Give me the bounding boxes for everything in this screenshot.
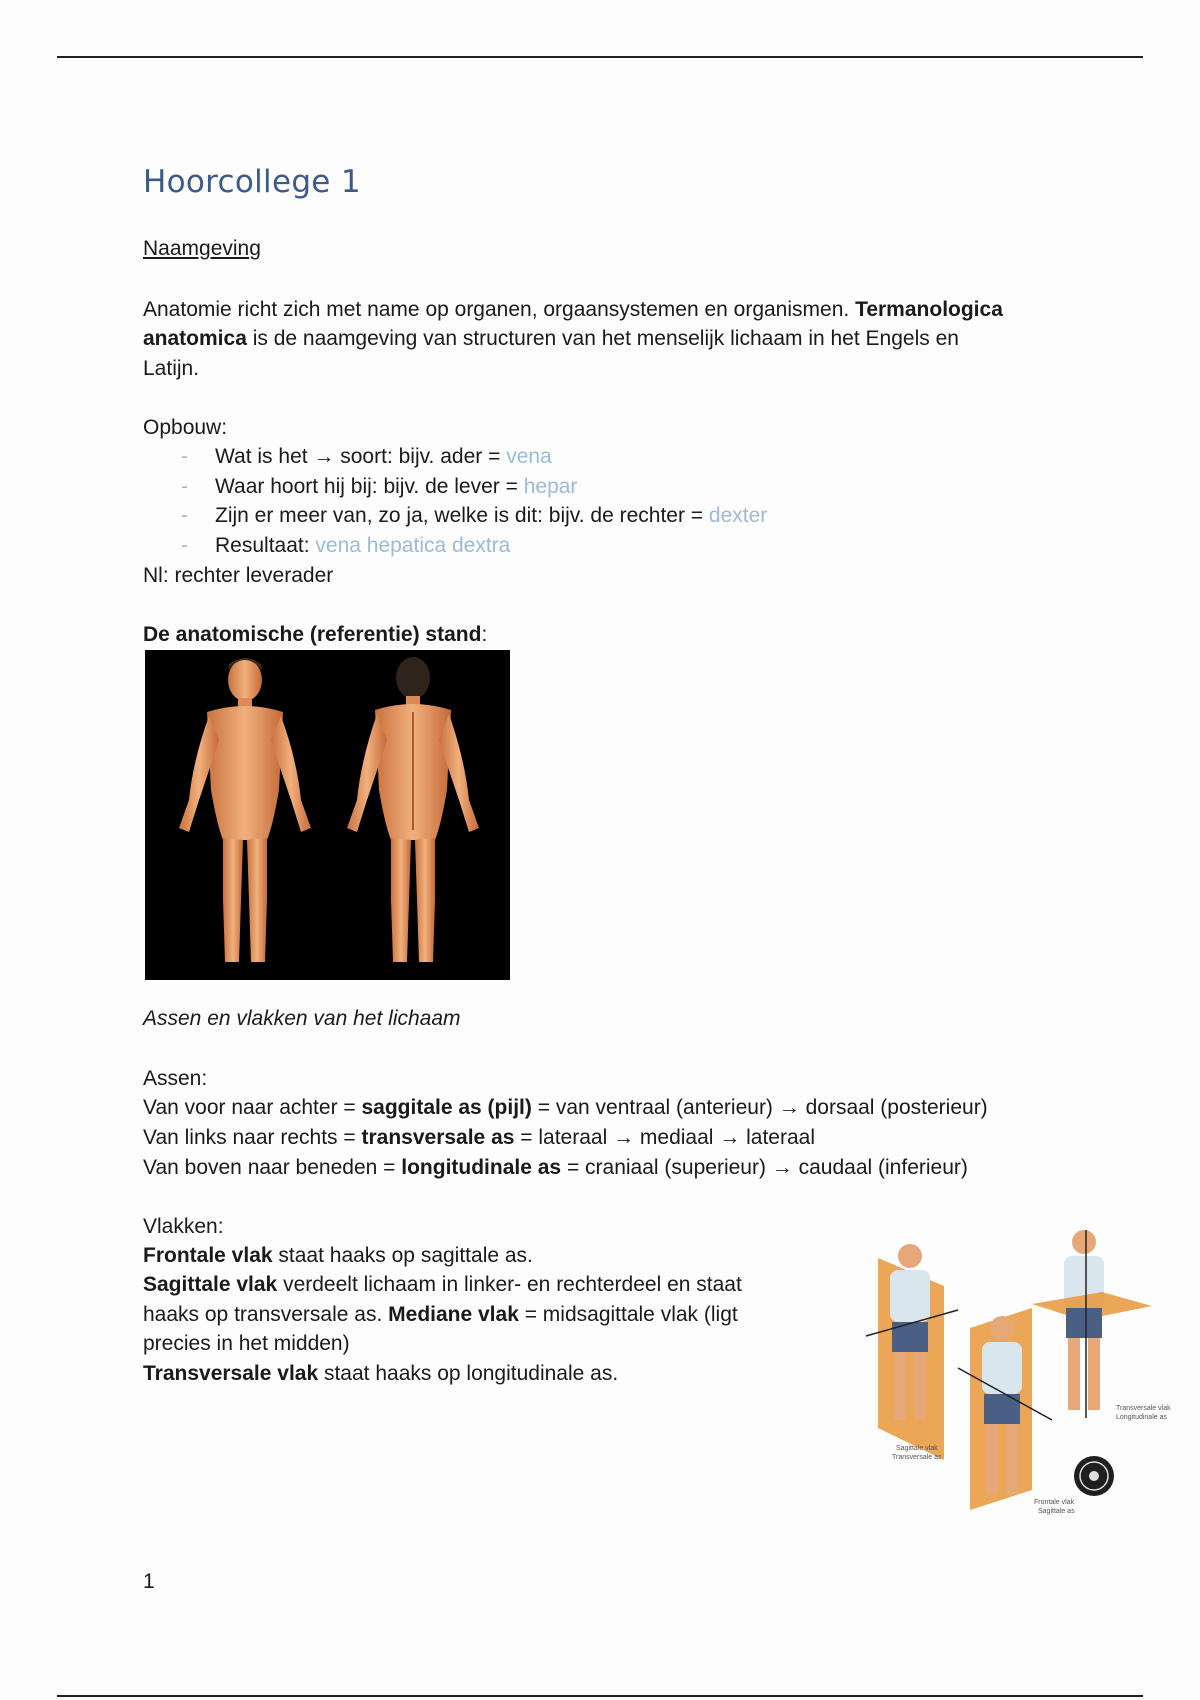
longitudinal-axis-label: Longitudinale as xyxy=(1116,1414,1167,1421)
paragraph-line-1 xyxy=(143,295,1003,324)
paragraph-line-3: Latijn. xyxy=(143,357,200,380)
vlakken-line xyxy=(143,1270,742,1299)
dutch-translation: Nl: rechter leverader xyxy=(143,564,334,587)
latin-term: vena xyxy=(506,445,552,468)
term-termanologica: Termanologica xyxy=(855,298,1003,321)
plane-name: Sagittale vlak xyxy=(143,1273,278,1296)
front-figure xyxy=(179,658,311,962)
text: = midsagittale vlak (ligt xyxy=(518,1303,738,1326)
anatomical-figures-illustration xyxy=(145,650,510,980)
bullet-dash: - xyxy=(181,445,188,468)
frontal-plane-person xyxy=(958,1308,1075,1515)
text: is de naamgeving van structuren van het menselijk lichaam in het Engels en xyxy=(246,327,959,350)
anatomical-position-photo xyxy=(145,650,510,980)
axis-name: transversale as xyxy=(361,1126,515,1149)
bullet-dash: - xyxy=(181,534,188,557)
axis-name: longitudinale as xyxy=(401,1156,562,1179)
frontal-plane-label: Frontale vlak xyxy=(1034,1499,1075,1506)
section-naamgeving: Naamgeving xyxy=(143,237,261,260)
vlakken-line: precies in het midden) xyxy=(143,1332,350,1355)
opbouw-label: Opbouw: xyxy=(143,416,228,439)
latin-term: dexter xyxy=(708,504,768,527)
back-figure xyxy=(347,657,479,962)
assen-row xyxy=(143,1153,968,1182)
page-title: Hoorcollege 1 xyxy=(143,164,361,200)
text: haaks op transversale as. xyxy=(143,1303,389,1326)
vlakken-line xyxy=(143,1300,738,1329)
text: Van voor naar achter = xyxy=(143,1096,362,1119)
plane-name: Transversale vlak xyxy=(143,1362,319,1385)
paragraph-line-2 xyxy=(143,324,959,353)
assen-row xyxy=(143,1093,988,1122)
page-number: 1 xyxy=(143,1570,155,1593)
assen-label: Assen: xyxy=(143,1067,208,1090)
latin-term: hepar xyxy=(523,475,578,498)
text: verdeelt lichaam in linker- en rechterdeel en staat xyxy=(277,1273,742,1296)
plane-name: Mediane vlak xyxy=(388,1303,519,1326)
publisher-seal-icon xyxy=(1074,1456,1114,1496)
plane-name: Frontale vlak xyxy=(143,1244,273,1267)
text: staat haaks op longitudinale as. xyxy=(318,1362,619,1385)
item-text: Waar hoort hij bij: bijv. de lever = xyxy=(215,475,524,498)
stand-heading xyxy=(143,620,487,649)
vlakken-line xyxy=(143,1241,533,1270)
sagittal-axis-label: Sagittale as xyxy=(1038,1508,1075,1515)
stand-label: De anatomische (referentie) stand xyxy=(143,623,482,646)
assen-row xyxy=(143,1123,815,1152)
text: Van links naar rechts = xyxy=(143,1126,362,1149)
stand-colon: : xyxy=(481,623,488,646)
transverse-plane-person xyxy=(1032,1230,1171,1421)
bullet-dash: - xyxy=(181,504,188,527)
item-text: Wat is het → soort: bijv. ader = xyxy=(215,445,507,468)
vlakken-label: Vlakken: xyxy=(143,1215,224,1238)
body-planes-figure xyxy=(862,1228,1180,1518)
sagittal-plane-label: Sagittale vlak xyxy=(896,1445,938,1452)
transversal-axis-label: Transversale as xyxy=(892,1454,942,1461)
text: Anatomie richt zich met name op organen, orgaansystemen en organismen. xyxy=(143,298,856,321)
bullet-dash: - xyxy=(181,475,188,498)
term-anatomica: anatomica xyxy=(143,327,247,350)
item-text: Zijn er meer van, zo ja, welke is dit: bijv. de rechter = xyxy=(215,504,709,527)
vlakken-line xyxy=(143,1359,618,1388)
text: = lateraal → mediaal → lateraal xyxy=(514,1126,815,1149)
footer-rule xyxy=(57,1695,1143,1697)
item-text: Resultaat: xyxy=(215,534,316,557)
sagittal-plane-person xyxy=(866,1244,958,1460)
axis-name: saggitale as (pijl) xyxy=(361,1096,532,1119)
latin-term: vena hepatica dextra xyxy=(315,534,511,557)
header-rule xyxy=(57,56,1143,58)
text: = van ventraal (anterieur) → dorsaal (posterieur) xyxy=(531,1096,988,1119)
text: staat haaks op sagittale as. xyxy=(272,1244,533,1267)
transverse-plane-label: Transversale vlak xyxy=(1116,1405,1171,1412)
section-assen-vlakken: Assen en vlakken van het lichaam xyxy=(143,1007,461,1030)
text: Van boven naar beneden = xyxy=(143,1156,402,1179)
text: = craniaal (superieur) → caudaal (inferieur) xyxy=(561,1156,968,1179)
